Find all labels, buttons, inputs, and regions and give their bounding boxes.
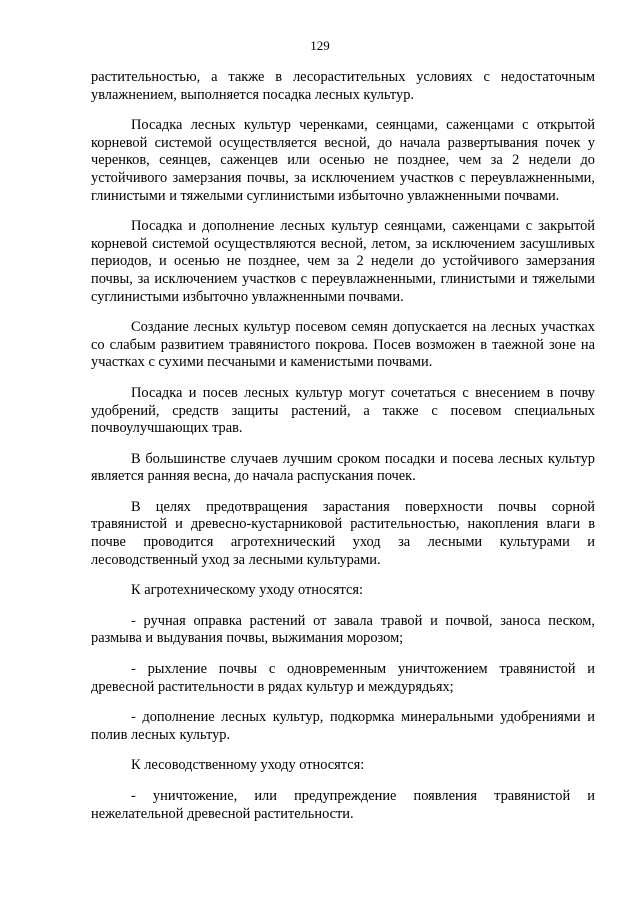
- paragraph-planting-open-roots: Посадка лесных культур черенками, сеянцами, саженцами с открытой корневой системой осуществляется весной, до начала развертывания почек у черенков, сеянцев, саженцев или осенью не позднее, чем за 2 недели до устойчивого замерзания почвы, за исключением участков с переувлажненными, глинистыми и тяжелыми суглинистыми избыточно увлажненными почвами.: [91, 117, 595, 204]
- list-item-supplementing: - дополнение лесных культур, подкормка минеральными удобрениями и полив лесных культур.: [91, 709, 595, 743]
- paragraph-continued: растительностью, а также в лесорастительных условиях с недостаточным увлажнением, выполняется посадка лесных культур.: [91, 69, 595, 103]
- paragraph-fertilizers: Посадка и посев лесных культур могут сочетаться с внесением в почву удобрений, средств защиты растений, а также с посевом специальных почвоулучшающих трав.: [91, 384, 595, 437]
- list-item-loosening: - рыхление почвы с одновременным уничтожением травянистой и древесной растительности в рядах культур и междурядьях;: [91, 661, 595, 695]
- page-number: 129: [310, 38, 330, 53]
- paragraph-planting-closed-roots: Посадка и дополнение лесных культур сеянцами, саженцами с закрытой корневой системой осуществляются весной, летом, за исключением засушливых периодов, и осенью не позднее, чем за 2 недели до устойчивого замерзания почвы, за исключением участков с переувлажненными, глинистыми и тяжелыми суглинистыми избыточно увлажненными почвами.: [91, 218, 595, 305]
- paragraph-sowing: Создание лесных культур посевом семян допускается на лесных участках со слабым развитием травянистого покрова. Посев возможен в таежной зоне на участках с сухими песчаными и каменистыми почвами.: [91, 319, 595, 371]
- document-body: [91, 69, 595, 836]
- paragraph-best-time: В большинстве случаев лучшим сроком посадки и посева лесных культур является ранняя весна, до начала распускания почек.: [91, 450, 595, 485]
- paragraph-silvicultural-heading: К лесоводственному уходу относятся:: [131, 757, 365, 774]
- list-item-manual-adjustment: - ручная оправка растений от завала травой и почвой, заноса песком, размыва и выдувания почвы, выжимания морозом;: [91, 612, 595, 647]
- paragraph-care-purpose: В целях предотвращения зарастания поверхности почвы сорной травянистой и древесно-кустарниковой растительностью, накопления влаги в почве проводится агротехнический уход за лесными культурами и лесоводственный уход за лесными культурами.: [91, 498, 595, 568]
- list-item-destruction: - уничтожение, или предупреждение появления травянистой и нежелательной древесной растительности.: [91, 788, 595, 822]
- paragraph-agrotechnical-heading: К агротехническому уходу относятся:: [131, 582, 363, 599]
